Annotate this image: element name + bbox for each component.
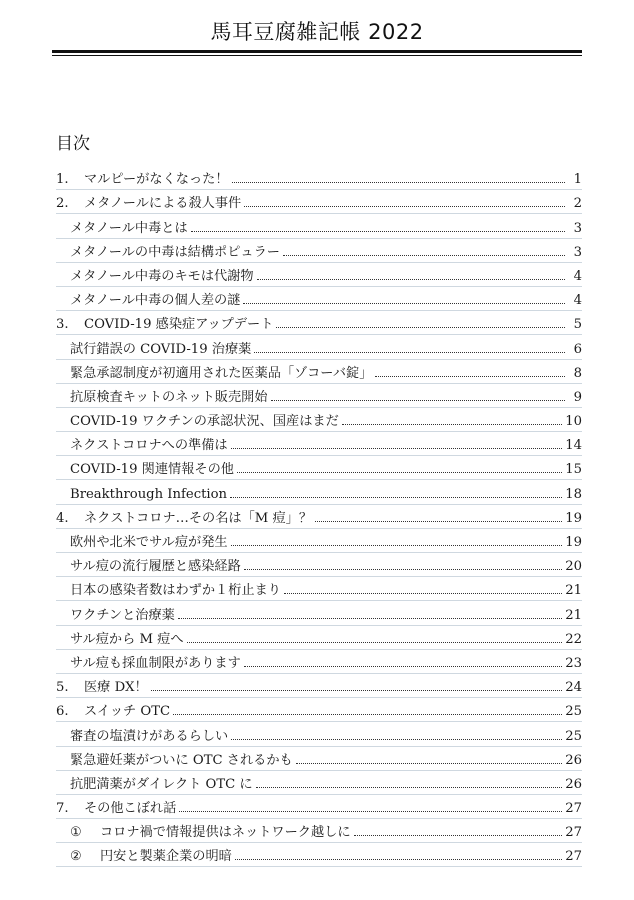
- toc-entry[interactable]: [56, 480, 582, 504]
- toc-entry[interactable]: [56, 190, 582, 214]
- toc-entry-page: 5: [573, 317, 582, 333]
- toc-entry[interactable]: [56, 263, 582, 287]
- toc-entry[interactable]: [56, 360, 582, 384]
- toc-dot-leader: [191, 231, 565, 232]
- toc-entry[interactable]: [56, 214, 582, 238]
- toc-dot-leader: [243, 303, 565, 304]
- toc-entry-label: メタノールの中毒は結構ポピュラー: [70, 244, 280, 260]
- toc-entry[interactable]: [56, 747, 582, 771]
- toc-entry-number: 7.: [56, 801, 69, 817]
- toc-entry-page: 4: [573, 268, 582, 284]
- toc-entry-label: 審査の塩漬けがあるらしい: [70, 728, 229, 744]
- toc-entry[interactable]: [56, 529, 582, 553]
- toc-entry-number: 1.: [56, 172, 69, 188]
- toc-entry-number: ②: [70, 849, 82, 865]
- toc-entry-label: 抗原検査キットのネット販売開始: [70, 389, 268, 405]
- toc-entry-label: 日本の感染者数はわずか１桁止まり: [70, 583, 281, 599]
- toc-entry[interactable]: [56, 650, 582, 674]
- toc-entry-page: 9: [573, 389, 582, 405]
- toc-entry-label: 医療 DX！: [84, 680, 148, 696]
- toc-entry-page: 3: [573, 244, 582, 260]
- toc-entry-label: サル痘から M 痘へ: [70, 631, 184, 647]
- toc-entry-page: 21: [565, 607, 582, 623]
- title-rule-thin: [52, 55, 582, 56]
- toc-entry-number: 5.: [56, 680, 69, 696]
- toc-entry-label: COVID-19 ワクチンの承認状況、国産はまだ: [70, 414, 339, 430]
- toc-entry[interactable]: [56, 166, 582, 190]
- toc-dot-leader: [235, 859, 562, 860]
- toc-entry-page: 2: [573, 196, 582, 212]
- toc-entry[interactable]: [56, 335, 582, 359]
- toc-dot-leader: [257, 279, 565, 280]
- toc-entry-number: ①: [70, 825, 82, 841]
- toc-entry-page: 25: [565, 704, 582, 720]
- toc-heading: 目次: [56, 134, 90, 154]
- title-rule-thick: [52, 50, 582, 53]
- toc-entry-label: メタノール中毒とは: [70, 220, 188, 236]
- toc-entry[interactable]: [56, 674, 582, 698]
- toc-entry-label: 円安と製薬企業の明暗: [100, 849, 232, 865]
- toc-entry-label: 抗肥満薬がダイレクト OTC に: [70, 776, 253, 792]
- toc-entry-page: 26: [565, 776, 582, 792]
- toc-entry-page: 27: [565, 849, 582, 865]
- toc-entry[interactable]: [56, 722, 582, 746]
- toc-dot-leader: [173, 714, 562, 715]
- toc-dot-leader: [271, 400, 565, 401]
- toc-entry[interactable]: [56, 432, 582, 456]
- toc-dot-leader: [342, 424, 562, 425]
- toc-entry-page: 15: [565, 462, 582, 478]
- toc-dot-leader: [151, 690, 563, 691]
- toc-entry-page: 1: [573, 172, 582, 188]
- toc-entry-page: 19: [565, 535, 582, 550]
- toc-entry[interactable]: [56, 577, 582, 601]
- toc-entry-page: 8: [573, 365, 582, 381]
- toc-dot-leader: [296, 763, 563, 764]
- toc-entry-page: 23: [565, 655, 582, 671]
- toc-entry-label: コロナ禍で情報提供はネットワーク越しに: [100, 825, 351, 841]
- toc-dot-leader: [178, 618, 562, 619]
- toc-entry[interactable]: [56, 795, 582, 819]
- toc-entry[interactable]: [56, 505, 582, 529]
- toc-dot-leader: [230, 497, 562, 498]
- toc-entry-page: 14: [565, 438, 582, 454]
- toc-dot-leader: [283, 255, 565, 256]
- toc-entry-page: 24: [565, 680, 582, 696]
- toc-dot-leader: [231, 448, 563, 449]
- toc-entry[interactable]: [56, 311, 582, 335]
- toc-entry-page: 4: [573, 293, 582, 309]
- toc-entry-page: 21: [565, 583, 582, 599]
- toc-entry-number: 2.: [56, 196, 69, 212]
- toc-entry-label: COVID-19 関連情報その他: [70, 462, 234, 478]
- toc-dot-leader: [354, 835, 563, 836]
- toc-entry[interactable]: [56, 771, 582, 795]
- toc-entry-label: マルピーがなくなった！: [84, 172, 229, 188]
- toc-dot-leader: [187, 642, 563, 643]
- toc-entry-label: Breakthrough Infection: [70, 486, 228, 502]
- toc-entry-page: 20: [565, 559, 582, 575]
- toc-entry-number: 6.: [56, 704, 69, 720]
- toc-dot-leader: [231, 545, 563, 546]
- toc-dot-leader: [244, 206, 565, 207]
- toc-entry-page: 27: [565, 801, 582, 817]
- toc-dot-leader: [315, 521, 562, 522]
- toc-entry-label: サル痘も採血制限があります: [70, 655, 241, 671]
- toc-entry[interactable]: [56, 843, 582, 867]
- toc-entry-label: ネクストコロナへの準備は: [70, 438, 228, 454]
- toc-entry-page: 6: [573, 341, 582, 357]
- toc-entry-page: 10: [565, 414, 582, 430]
- toc-entry[interactable]: [56, 456, 582, 480]
- toc-dot-leader: [284, 593, 562, 594]
- toc-entry-number: 4.: [56, 510, 69, 526]
- toc-entry-label: スイッチ OTC: [84, 704, 171, 720]
- toc-entry-page: 18: [565, 486, 582, 502]
- toc-dot-leader: [237, 472, 562, 473]
- toc-entry-label: 緊急避妊薬がついに OTC されるかも: [70, 752, 293, 768]
- toc-entry-label: メタノール中毒のキモは代謝物: [70, 268, 254, 284]
- toc-entry-label: その他こぼれ話: [84, 801, 177, 817]
- toc-entry-number: 3.: [56, 317, 69, 333]
- toc-entry[interactable]: [56, 408, 582, 432]
- toc-entry-label: メタノールによる殺人事件: [84, 196, 242, 212]
- toc-entry[interactable]: [56, 384, 582, 408]
- toc-entry-page: 3: [573, 220, 582, 236]
- table-of-contents: [56, 166, 582, 867]
- document-title: 馬耳豆腐雑記帳 2022: [210, 20, 424, 44]
- toc-entry[interactable]: [56, 601, 582, 625]
- toc-entry[interactable]: [56, 239, 582, 263]
- toc-entry-page: 19: [565, 510, 582, 526]
- toc-entry-label: メタノール中毒の個人差の謎: [70, 293, 241, 309]
- toc-dot-leader: [232, 182, 565, 183]
- toc-dot-leader: [256, 787, 563, 788]
- toc-entry[interactable]: [56, 698, 582, 722]
- toc-entry-label: ネクストコロナ…その名は「M 痘」？: [84, 510, 313, 526]
- toc-entry-label: ワクチンと治療薬: [70, 607, 175, 623]
- toc-entry-label: 緊急承認制度が初適用された医薬品「ゾコーバ錠」: [70, 365, 373, 381]
- toc-dot-leader: [231, 739, 562, 740]
- toc-dot-leader: [276, 327, 565, 328]
- toc-dot-leader: [244, 569, 562, 570]
- toc-dot-leader: [244, 666, 562, 667]
- toc-dot-leader: [254, 352, 565, 353]
- toc-entry[interactable]: [56, 626, 582, 650]
- toc-entry-page: 27: [565, 825, 582, 841]
- toc-entry-page: 25: [565, 728, 582, 744]
- toc-entry-label: 欧州や北米でサル痘が発生: [70, 535, 228, 550]
- toc-entry-label: COVID-19 感染症アップデート: [84, 317, 274, 333]
- toc-entry[interactable]: [56, 553, 582, 577]
- toc-entry-page: 22: [565, 631, 582, 647]
- toc-dot-leader: [375, 376, 565, 377]
- toc-entry[interactable]: [56, 819, 582, 843]
- toc-entry[interactable]: [56, 287, 582, 311]
- toc-entry-label: サル痘の流行履歴と感染経路: [70, 559, 241, 575]
- toc-dot-leader: [179, 811, 562, 812]
- toc-entry-label: 試行錯誤の COVID-19 治療薬: [70, 341, 252, 357]
- toc-entry-page: 26: [565, 752, 582, 768]
